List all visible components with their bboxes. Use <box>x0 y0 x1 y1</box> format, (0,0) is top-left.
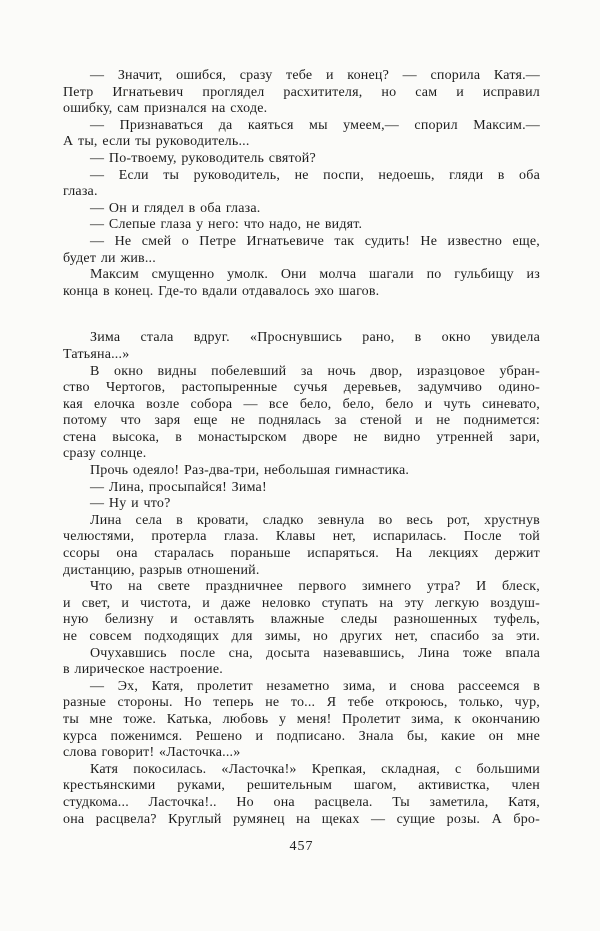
text-line: потому что заря еще не поднялась за стеной и не поднимется: <box>63 413 540 429</box>
text-line: — Не смей о Петре Игнатьевиче так судить! Не известно еще, <box>90 233 540 249</box>
text-line: Максим смущенно умолк. Они молча шагали по гульбищу из <box>90 267 540 283</box>
text-line: Зима стала вдруг. «Проснувшись рано, в окно увидела <box>90 330 540 346</box>
text-line: — Если ты руководитель, не поспи, недоешь, гляди в оба <box>90 167 540 183</box>
text-line: ошибку, сам признался на сходе. <box>63 101 268 117</box>
text-line: студкома... Ласточка!.. Но она расцвела. Ты заметила, Катя, <box>63 794 540 810</box>
text-line: Лина села в кровати, сладко зевнула во весь рот, хрустнув <box>90 512 540 528</box>
text-line: и свет, и чистота, и даже неловко ступать на эту легкую воздуш- <box>63 595 540 611</box>
text-line: курса поженимся. Решено и подписано. Знала бы, какие он мне <box>63 728 540 744</box>
text-line: челюстями, протерла глаза. Клавы нет, испарилась. После той <box>63 529 540 545</box>
text-line: кая елочка возле собора — все бело, бело, бело и чуть синевато, <box>63 396 540 412</box>
text-line: Петр Игнатьевич проглядел расхитителя, но сам и исправил <box>63 84 540 100</box>
page-number: 457 <box>289 839 314 854</box>
text-line: сразу солнце. <box>63 446 147 462</box>
text-line: слова говорит! «Ласточка...» <box>63 745 241 761</box>
text-line: дистанцию, разрыв отношений. <box>63 562 260 578</box>
text-line: ты мне тоже. Катька, любовь у меня! Пролетит зима, к окончанию <box>63 711 540 727</box>
text-line: не совсем подходящих для зимы, но других нет, спасибо за эти. <box>63 629 540 644</box>
text-line: Татьяна...» <box>63 346 130 362</box>
text-line: конца в конец. Где-то вдали отдавалось эхо шагов. <box>63 283 380 299</box>
text-line: будет ли жив... <box>63 250 156 266</box>
text-line: ство Чертогов, растопыренные сучья деревьев, задумчиво одино- <box>63 380 540 396</box>
text-line: — Слепые глаза у него: что надо, не видят. <box>90 217 363 233</box>
text-line: — Ну и что? <box>90 496 171 512</box>
text-line: крестьянскими руками, решительным шагом, активистка, член <box>63 778 540 794</box>
text-line: В окно видны побелевший за ночь двор, изразцовое убран- <box>90 363 540 379</box>
text-line: — По-твоему, руководитель святой? <box>90 150 316 166</box>
text-line: — Значит, ошибся, сразу тебе и конец? — спорила Катя.— <box>90 68 540 83</box>
text-line: Очухавшись после сна, досыта назевавшись, Лина тоже впала <box>90 645 540 661</box>
text-line: — Он и глядел в оба глаза. <box>90 200 261 216</box>
text-line: разные стороны. Но теперь не то... Я тебе откроюсь, только, чур, <box>63 695 540 711</box>
text-line: ссоры она старалась пораньше испаряться. На лекциях держит <box>63 546 540 562</box>
text-line: А ты, если ты руководитель... <box>63 134 250 150</box>
text-line: Катя покосилась. «Ласточка!» Крепкая, складная, с большими <box>90 761 540 777</box>
text-line: в лирическое настроение. <box>63 662 223 678</box>
text-line: стена высока, в монастырском дворе не видно утренней зари, <box>63 429 540 445</box>
text-line: Что на свете праздничнее первого зимнего утра? И блеск, <box>90 579 540 595</box>
page-text-block <box>63 68 540 828</box>
text-line: — Лина, просыпайся! Зима! <box>90 479 267 495</box>
text-line: глаза. <box>63 184 98 200</box>
text-line: она расцвела? Круглый румянец на щеках — сущие розы. А бро- <box>63 811 540 827</box>
text-line: — Признаваться да каяться мы умеем,— спорил Максим.— <box>90 117 540 133</box>
text-line: — Эх, Катя, пролетит незаметно зима, и снова рассеемся в <box>90 678 540 694</box>
text-line: Прочь одеяло! Раз-два-три, небольшая гимнастика. <box>90 463 410 479</box>
text-line: ную белизну и оставлять влажные следы разношенных туфель, <box>63 612 540 628</box>
